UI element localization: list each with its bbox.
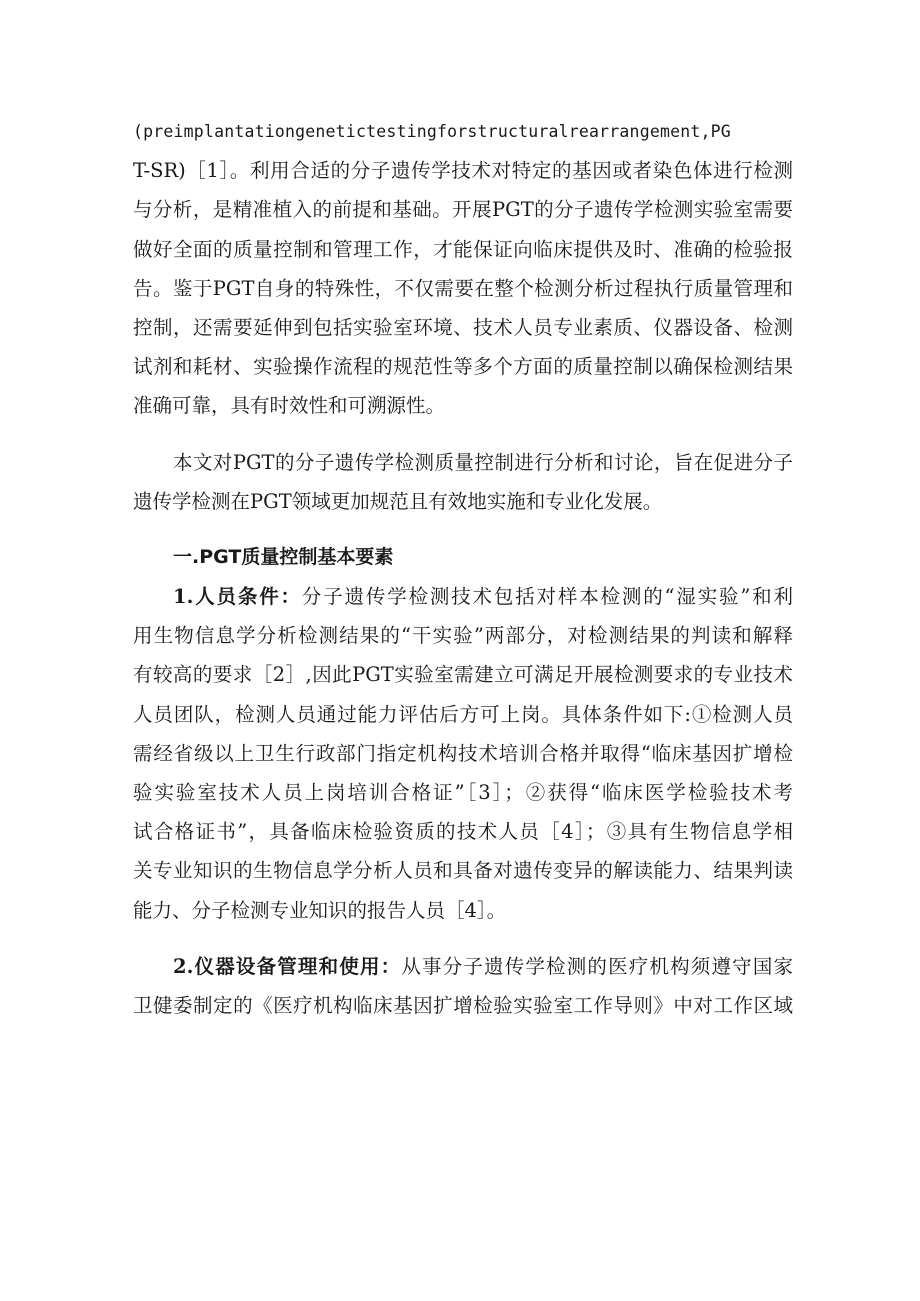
intro-paragraph [133, 112, 793, 426]
text-segment: 从事分子遗传学检测的医疗机构须遵守国家 [401, 954, 793, 978]
paragraph-gap [133, 426, 793, 443]
equipment-label: 2.仪器设备管理和使用： [173, 954, 402, 978]
text-line: 做好全面的质量控制和管理工作，才能保证向临床提供及时、准确的检验报 [133, 237, 793, 261]
paragraph-gap [133, 521, 793, 538]
text-line [133, 947, 793, 986]
text-line: 告。鉴于PGT自身的特殊性，不仅需要在整个检测分析过程执行质量管理和 [133, 276, 793, 300]
text-line: 有较高的要求［2］,因此PGT实验室需建立可满足开展检测要求的专业技术 [133, 663, 793, 687]
text-line: 遗传学检测在PGT领域更加规范且有效地实施和专业化发展。 [133, 489, 663, 513]
text-line: 试剂和耗材、实验操作流程的规范性等多个方面的质量控制以确保检测结果 [133, 355, 793, 379]
personnel-paragraph [133, 577, 793, 930]
document-body [133, 112, 793, 1025]
purpose-paragraph [133, 443, 793, 521]
text-line: 本文对PGT的分子遗传学检测质量控制进行分析和讨论，旨在促进分子 [173, 450, 793, 474]
personnel-label: 1.人员条件： [173, 585, 302, 609]
text-line: (preimplantationgenetictestingforstructuralrearrangement,PG [133, 122, 731, 141]
text-line [133, 577, 793, 616]
text-line: 卫健委制定的《医疗机构临床基因扩增检验实验室工作导则》中对工作区域 [133, 993, 793, 1017]
text-line: 人员团队，检测人员通过能力评估后方可上岗。具体条件如下:①检测人员 [133, 702, 793, 726]
section-heading: 一.PGT质量控制基本要素 [173, 545, 394, 568]
text-line: 需经省级以上卫生行政部门指定机构技术培训合格并取得“临床基因扩增检 [133, 741, 793, 765]
text-line: 验实验室技术人员上岗培训合格证”［3］；②获得“临床医学检验技术考 [133, 781, 793, 804]
text-line: 试合格证书”，具备临床检验资质的技术人员［4］；③具有生物信息学相 [133, 820, 793, 844]
text-line: 能力、分子检测专业知识的报告人员［4］。 [133, 898, 507, 922]
text-line: T-SR)［1］。利用合适的分子遗传学技术对特定的基因或者染色体进行检测 [133, 159, 793, 183]
text-line: 用生物信息学分析检测结果的“干实验”两部分，对检测结果的判读和解释 [133, 624, 793, 648]
text-line: 准确可靠，具有时效性和可溯源性。 [133, 394, 446, 418]
text-line: 关专业知识的生物信息学分析人员和具备对遗传变异的解读能力、结果判读 [133, 859, 793, 883]
text-line: 控制，还需要延伸到包括实验室环境、技术人员专业素质、仪器设备、检测 [133, 315, 793, 339]
equipment-paragraph [133, 947, 793, 1025]
text-segment: 分子遗传学检测技术包括对样本检测的“湿实验”和利 [301, 585, 793, 609]
paragraph-gap [133, 930, 793, 947]
text-line: 与分析，是精准植入的前提和基础。开展PGT的分子遗传学检测实验室需要 [133, 198, 793, 222]
